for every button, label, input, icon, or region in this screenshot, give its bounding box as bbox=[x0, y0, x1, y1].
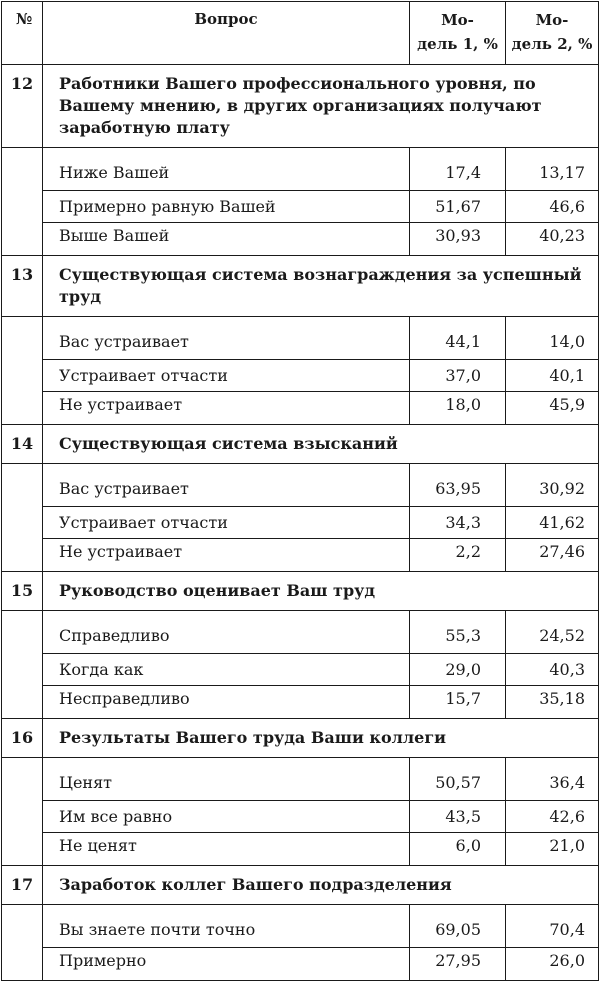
number-column-spacer bbox=[2, 758, 43, 866]
answer-label: Им все равно bbox=[43, 801, 410, 833]
question-number: 17 bbox=[2, 866, 43, 905]
model1-value: 34,3 bbox=[410, 507, 506, 539]
header-model1-line2: дель 1, % bbox=[417, 35, 498, 53]
answer-row bbox=[2, 905, 599, 948]
question-text: Существующая система вознаграждения за успешный труд bbox=[43, 256, 599, 317]
model1-value: 55,3 bbox=[410, 611, 506, 654]
number-column-spacer bbox=[2, 148, 43, 256]
question-text: Результаты Вашего труда Ваши коллеги bbox=[43, 719, 599, 758]
answer-label: Справедливо bbox=[43, 611, 410, 654]
answer-row bbox=[2, 948, 599, 981]
answer-row bbox=[2, 392, 599, 425]
answer-label: Не устраивает bbox=[43, 392, 410, 425]
answer-row bbox=[2, 539, 599, 572]
question-number: 13 bbox=[2, 256, 43, 317]
question-number: 15 bbox=[2, 572, 43, 611]
model1-value: 18,0 bbox=[410, 392, 506, 425]
table-body bbox=[2, 65, 599, 981]
answer-row bbox=[2, 223, 599, 256]
model2-value: 26,0 bbox=[506, 948, 599, 981]
answer-label: Устраивает отчасти bbox=[43, 507, 410, 539]
answer-label: Вас устраивает bbox=[43, 464, 410, 507]
answer-row bbox=[2, 148, 599, 191]
question-row bbox=[2, 256, 599, 317]
question-row bbox=[2, 65, 599, 148]
model1-value: 50,57 bbox=[410, 758, 506, 801]
model1-value: 51,67 bbox=[410, 191, 506, 223]
number-column-spacer bbox=[2, 905, 43, 981]
model1-value: 17,4 bbox=[410, 148, 506, 191]
number-column-spacer bbox=[2, 317, 43, 425]
answer-row bbox=[2, 464, 599, 507]
model2-value: 40,1 bbox=[506, 360, 599, 392]
header-question: Вопрос bbox=[43, 2, 410, 65]
model1-value: 29,0 bbox=[410, 654, 506, 686]
model1-value: 43,5 bbox=[410, 801, 506, 833]
question-text: Работники Вашего профессионального уровня, по Вашему мнению, в других организациях получают заработную плату bbox=[43, 65, 599, 148]
answer-label: Примерно bbox=[43, 948, 410, 981]
model1-value: 30,93 bbox=[410, 223, 506, 256]
model2-value: 70,4 bbox=[506, 905, 599, 948]
header-model1 bbox=[410, 2, 506, 65]
answer-row bbox=[2, 758, 599, 801]
model1-value: 37,0 bbox=[410, 360, 506, 392]
model1-value: 6,0 bbox=[410, 833, 506, 866]
question-row bbox=[2, 572, 599, 611]
answer-row bbox=[2, 507, 599, 539]
answer-row bbox=[2, 801, 599, 833]
header-model2 bbox=[506, 2, 599, 65]
question-number: 16 bbox=[2, 719, 43, 758]
answer-label: Ценят bbox=[43, 758, 410, 801]
model2-value: 30,92 bbox=[506, 464, 599, 507]
answer-label: Вас устраивает bbox=[43, 317, 410, 360]
question-number: 14 bbox=[2, 425, 43, 464]
model1-value: 2,2 bbox=[410, 539, 506, 572]
model2-value: 42,6 bbox=[506, 801, 599, 833]
model2-value: 13,17 bbox=[506, 148, 599, 191]
answer-label: Когда как bbox=[43, 654, 410, 686]
model1-value: 63,95 bbox=[410, 464, 506, 507]
answer-row bbox=[2, 686, 599, 719]
model2-value: 35,18 bbox=[506, 686, 599, 719]
answer-row bbox=[2, 191, 599, 223]
model2-value: 40,23 bbox=[506, 223, 599, 256]
model1-value: 15,7 bbox=[410, 686, 506, 719]
model2-value: 46,6 bbox=[506, 191, 599, 223]
number-column-spacer bbox=[2, 464, 43, 572]
answer-label: Ниже Вашей bbox=[43, 148, 410, 191]
answer-label: Устраивает отчасти bbox=[43, 360, 410, 392]
model2-value: 41,62 bbox=[506, 507, 599, 539]
model2-value: 40,3 bbox=[506, 654, 599, 686]
model2-value: 14,0 bbox=[506, 317, 599, 360]
model2-value: 21,0 bbox=[506, 833, 599, 866]
question-row bbox=[2, 866, 599, 905]
question-text: Руководство оценивает Ваш труд bbox=[43, 572, 599, 611]
model2-value: 24,52 bbox=[506, 611, 599, 654]
model2-value: 27,46 bbox=[506, 539, 599, 572]
question-text: Заработок коллег Вашего подразделения bbox=[43, 866, 599, 905]
answer-row bbox=[2, 360, 599, 392]
model2-value: 36,4 bbox=[506, 758, 599, 801]
model2-value: 45,9 bbox=[506, 392, 599, 425]
question-row bbox=[2, 719, 599, 758]
header-model2-line2: дель 2, % bbox=[511, 35, 593, 53]
answer-label: Несправедливо bbox=[43, 686, 410, 719]
answer-row bbox=[2, 317, 599, 360]
answer-row bbox=[2, 654, 599, 686]
answer-label: Не устраивает bbox=[43, 539, 410, 572]
header-model1-line1: Мо- bbox=[441, 11, 474, 29]
question-row bbox=[2, 425, 599, 464]
question-number: 12 bbox=[2, 65, 43, 148]
header-model2-line1: Мо- bbox=[535, 11, 569, 29]
model1-value: 44,1 bbox=[410, 317, 506, 360]
header-num: № bbox=[2, 2, 43, 65]
table-header-row bbox=[2, 2, 599, 65]
model1-value: 69,05 bbox=[410, 905, 506, 948]
survey-table bbox=[1, 1, 599, 981]
answer-row bbox=[2, 611, 599, 654]
model1-value: 27,95 bbox=[410, 948, 506, 981]
number-column-spacer bbox=[2, 611, 43, 719]
question-text: Существующая система взысканий bbox=[43, 425, 599, 464]
answer-label: Вы знаете почти точно bbox=[43, 905, 410, 948]
answer-label: Примерно равную Вашей bbox=[43, 191, 410, 223]
answer-label: Не ценят bbox=[43, 833, 410, 866]
answer-label: Выше Вашей bbox=[43, 223, 410, 256]
answer-row bbox=[2, 833, 599, 866]
